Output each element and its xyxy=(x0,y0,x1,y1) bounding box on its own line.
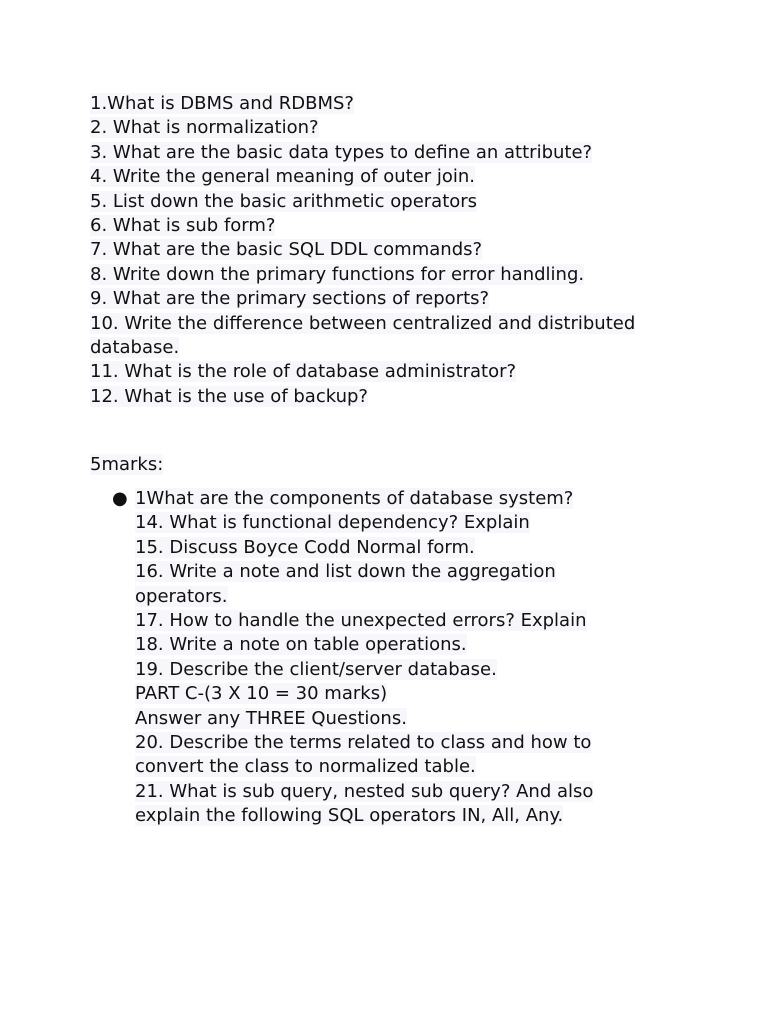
list-item: 21. What is sub query, nested sub query? And also xyxy=(135,780,594,802)
part-c-instruction: Answer any THREE Questions. xyxy=(135,707,407,729)
question-line: 11. What is the role of database administrator? xyxy=(90,361,517,383)
short-question-list xyxy=(90,92,690,409)
list-item: operators. xyxy=(135,585,228,607)
question-line: 7. What are the basic SQL DDL commands? xyxy=(90,239,483,261)
question-line: 9. What are the primary sections of reports? xyxy=(90,288,490,310)
five-marks-heading: 5marks: xyxy=(90,454,164,475)
list-item: 18. Write a note on table operations. xyxy=(135,634,467,656)
list-item: explain the following SQL operators IN, All, Any. xyxy=(135,805,564,827)
question-line: 5. List down the basic arithmetic operators xyxy=(90,190,478,212)
bullet-icon: ● xyxy=(112,488,128,509)
list-item: 14. What is functional dependency? Explain xyxy=(135,512,530,534)
question-line: 2. What is normalization? xyxy=(90,117,319,139)
list-item: 20. Describe the terms related to class and how to xyxy=(135,732,592,754)
question-line: 6. What is sub form? xyxy=(90,215,276,237)
five-marks-list xyxy=(135,487,675,829)
question-line: 10. Write the difference between centralized and distributed xyxy=(90,312,636,334)
question-line: 4. Write the general meaning of outer join. xyxy=(90,166,476,188)
list-item: 17. How to handle the unexpected errors? Explain xyxy=(135,610,587,632)
list-item: 19. Describe the client/server database. xyxy=(135,658,497,680)
question-line: 12. What is the use of backup? xyxy=(90,385,368,407)
list-item: 1What are the components of database system? xyxy=(135,488,574,509)
question-line: database. xyxy=(90,337,180,359)
question-line: 8. Write down the primary functions for error handling. xyxy=(90,263,585,285)
part-c-heading: PART C-(3 X 10 = 30 marks) xyxy=(135,683,388,705)
list-item: 15. Discuss Boyce Codd Normal form. xyxy=(135,536,475,558)
question-line: 1.What is DBMS and RDBMS? xyxy=(90,93,354,114)
list-item: 16. Write a note and list down the aggregation xyxy=(135,561,556,583)
question-line: 3. What are the basic data types to define an attribute? xyxy=(90,141,593,163)
list-item: convert the class to normalized table. xyxy=(135,756,476,778)
